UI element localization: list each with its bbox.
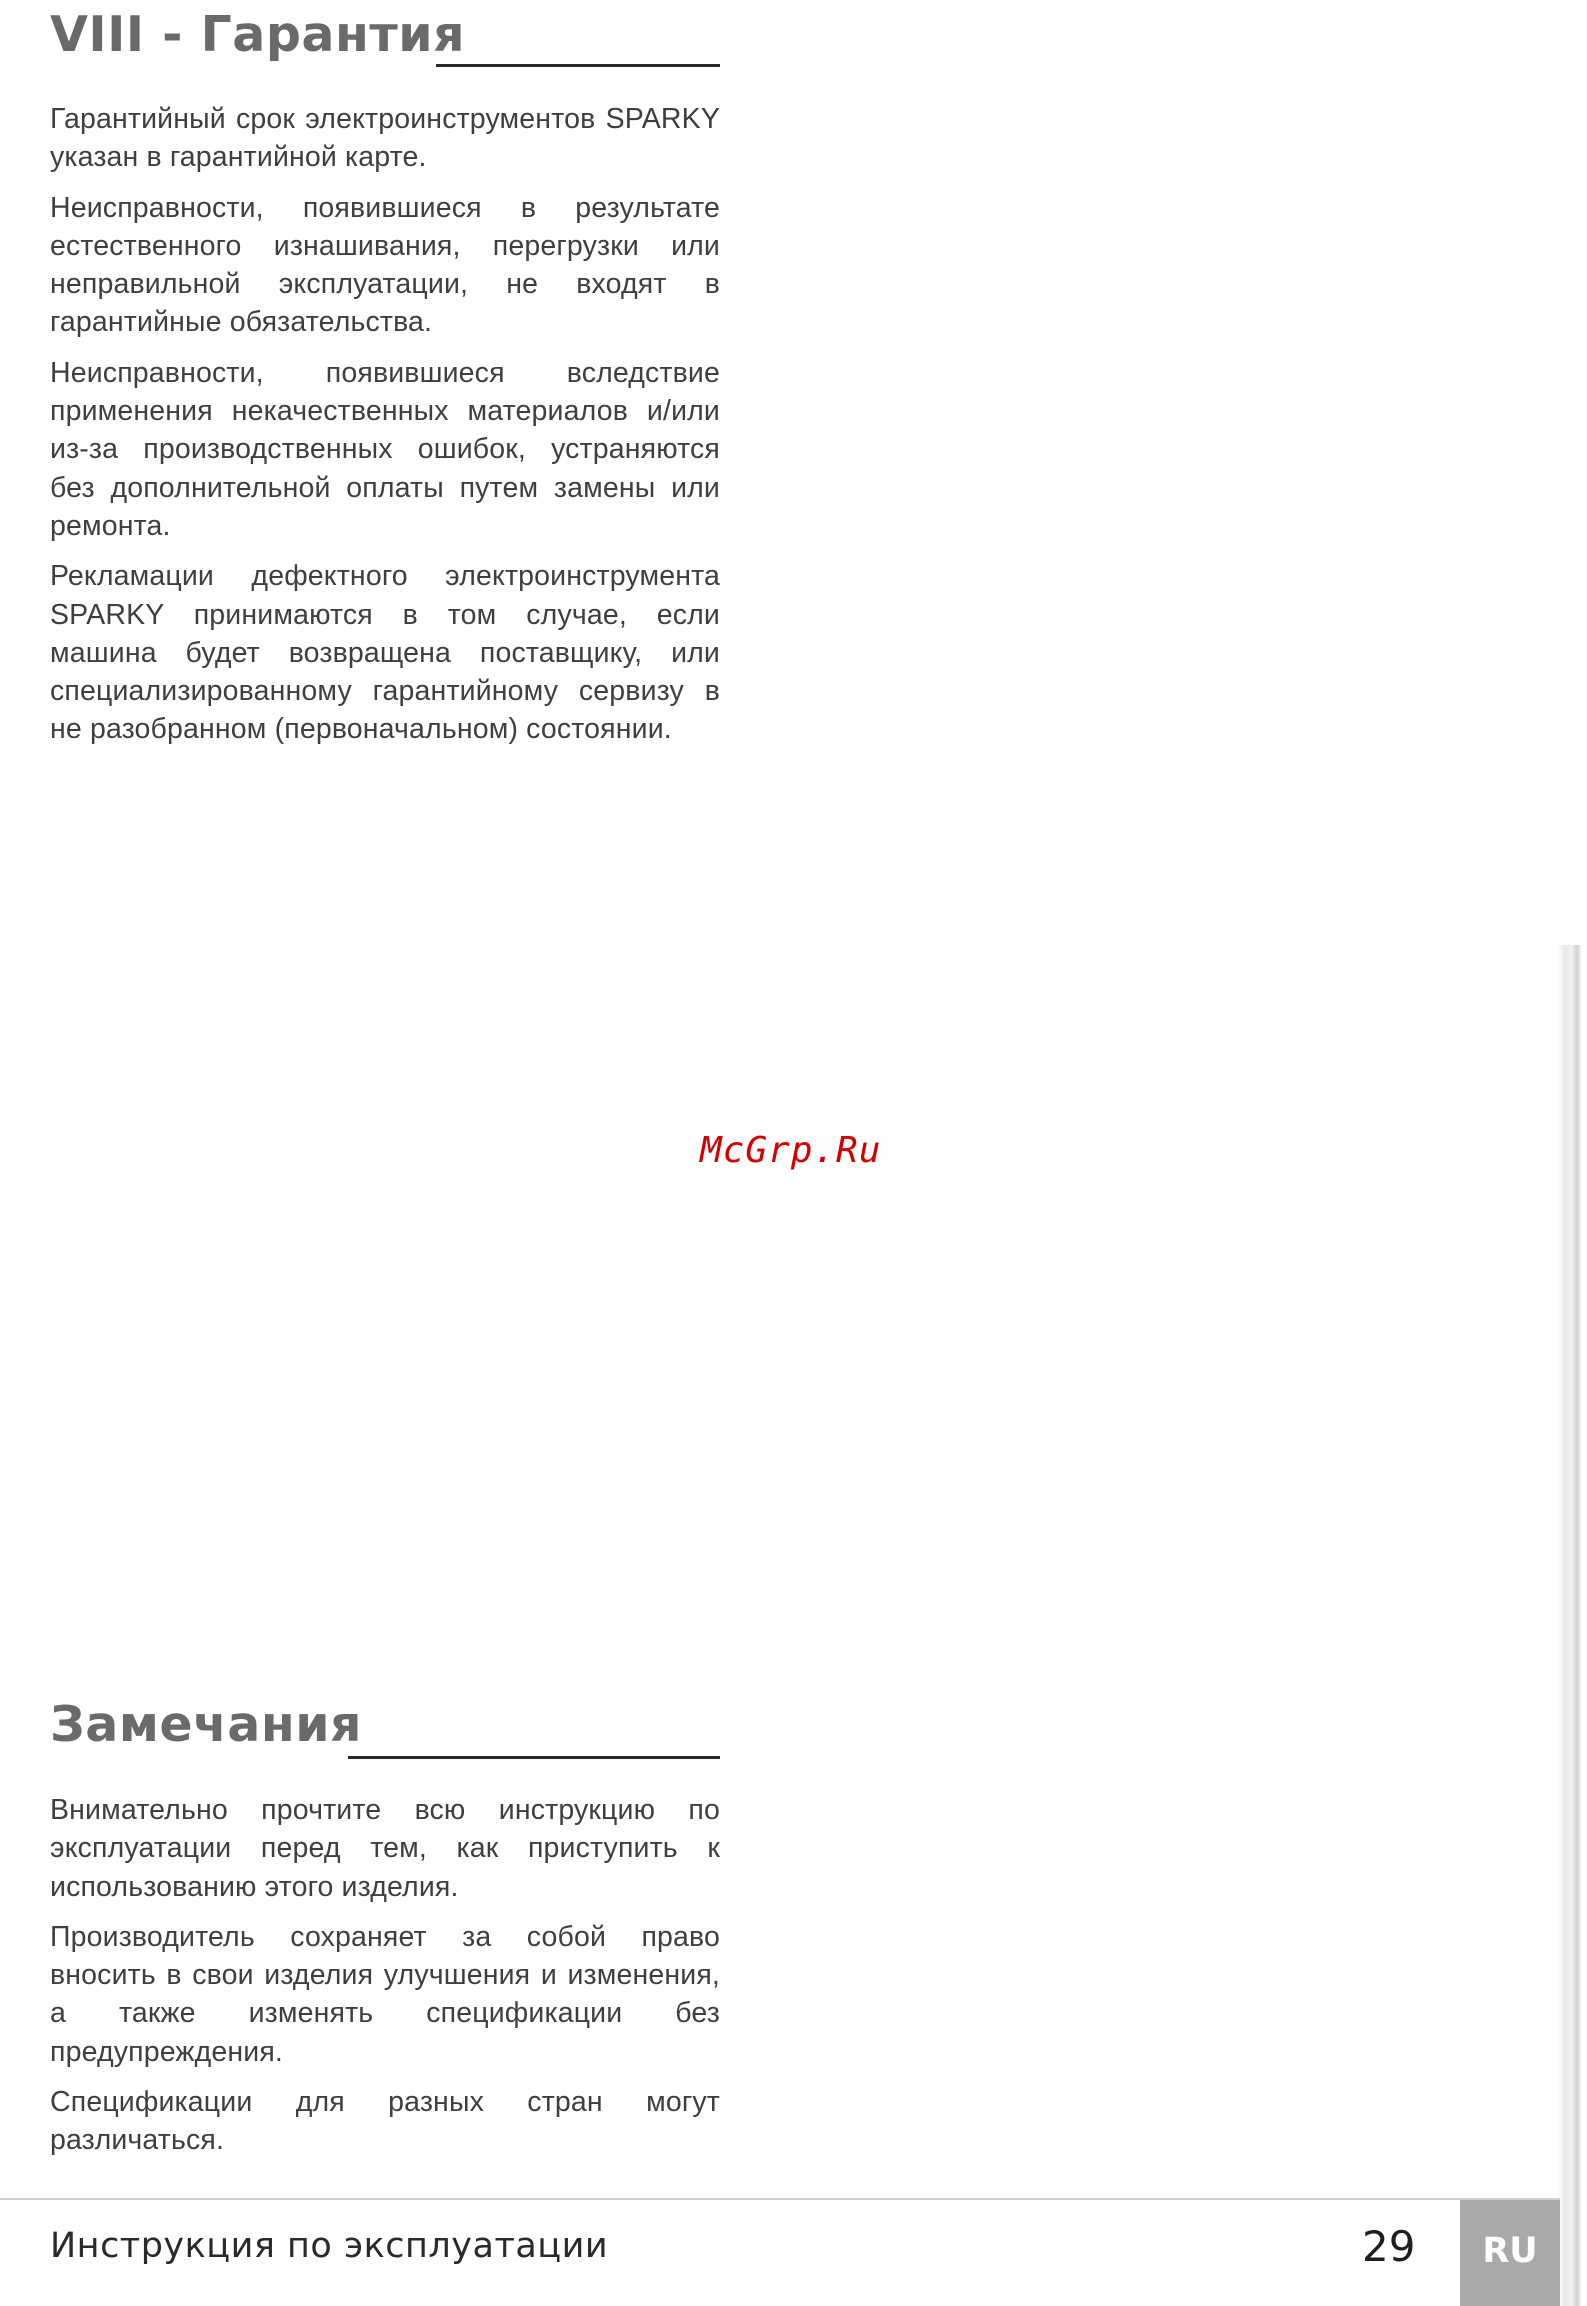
notes-paragraph: Внимательно прочтите всю инструкцию по эксплуатации перед тем, как приступить к использованию этого изделия. [50,1794,720,1903]
warranty-paragraph: Гарантийный срок электроинструментов SPARKY указан в гарантийной карте. [50,103,720,174]
warranty-paragraph: Рекламации дефектного электроинструмента SPARKY принимаются в том случае, если машина будет возвращена поставщику, или специализированному гарантийному сервизу в не разобранном (первоначальном) состоянии. [50,560,720,746]
footer-manual-title: Инструкция по эксплуатации [50,2226,609,2266]
language-tab: RU [1460,2200,1560,2306]
footer-divider [0,2198,1560,2200]
notes-paragraph: Спецификации для разных стран могут различаться. [50,2086,720,2157]
page-edge-shadow [1558,945,1582,2306]
watermark-link[interactable]: McGrp.Ru [700,1130,882,1171]
page-number: 29 [1362,2222,1416,2271]
notes-paragraph: Производитель сохраняет за собой право вносить в свои изделия улучшения и изменения, а также изменять спецификации без предупреждения. [50,1920,720,2068]
notes-heading-underline [348,1756,720,1759]
warranty-paragraph: Неисправности, появившиеся в результате естественного изнашивания, перегрузки или неправильной эксплуатации, не входят в гарантийные обязательства. [50,191,720,339]
warranty-heading: VIII - Гарантия [50,6,466,63]
warranty-paragraph: Неисправности, появившиеся вследствие применения некачественных материалов и/или из-за производственных ошибок, устраняются без дополнительной оплаты путем замены или ремонта. [50,356,720,542]
warranty-body [50,100,720,761]
notes-heading: Замечания [50,1696,363,1753]
notes-body [50,1791,720,2172]
warranty-heading-underline [436,64,720,67]
